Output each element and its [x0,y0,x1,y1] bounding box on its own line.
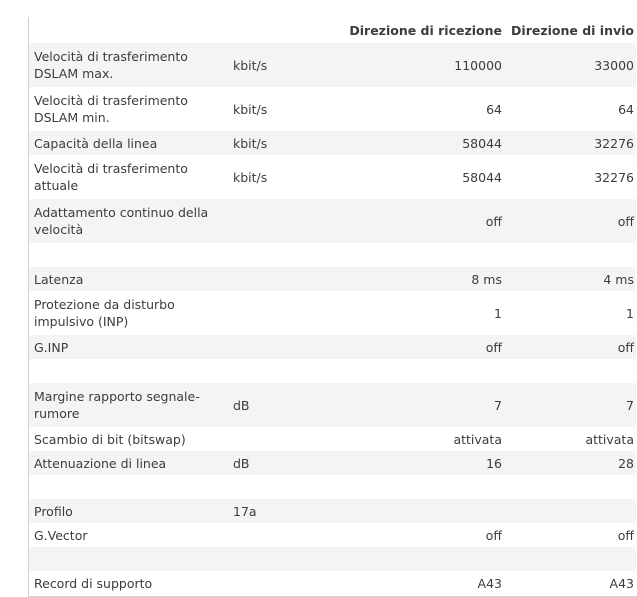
header-label [29,17,228,43]
row-tx-value [504,499,636,523]
row-label: G.Vector [34,527,88,543]
row-unit: kbit/s [233,135,268,151]
row-rx-value: 7 [494,397,502,413]
row-tx-value: off [617,213,634,229]
table-row [29,199,636,243]
row-unit [228,547,333,571]
table-row [29,291,636,335]
row-rx-value [333,243,504,267]
table-row [29,427,636,451]
row-unit [228,291,333,335]
row-unit [228,523,333,547]
row-rx-value: 1 [494,305,502,321]
row-tx-value: 32276 [594,169,634,185]
header-rx-direction: Direzione di ricezione [349,22,502,38]
table-row [29,335,636,359]
dsl-info-panel [28,17,637,597]
table-spacer-row [29,243,636,267]
table-spacer-row [29,475,636,499]
table-spacer-row [29,359,636,383]
table-row [29,267,636,291]
row-label [29,359,228,383]
row-unit [228,267,333,291]
row-tx-value: A43 [609,575,634,591]
row-unit [228,427,333,451]
row-unit [228,335,333,359]
table-row [29,43,636,87]
row-tx-value [504,475,636,499]
row-rx-value: 8 ms [471,271,502,287]
row-rx-value: 110000 [454,57,502,73]
row-rx-value: off [485,339,502,355]
row-rx-value: 16 [486,455,502,471]
header-unit [228,17,333,43]
row-label: Profilo [34,503,73,519]
dsl-info-table [29,17,636,595]
row-unit [228,571,333,595]
row-rx-value: attivata [453,431,502,447]
row-label: Capacità della linea [34,135,158,151]
table-row [29,499,636,523]
row-tx-value [504,243,636,267]
row-rx-value [333,499,504,523]
row-rx-value: off [485,213,502,229]
row-tx-value: attivata [585,431,634,447]
row-label: Protezione da disturbo impulsivo (INP) [34,297,175,329]
row-rx-value [333,547,504,571]
row-label: G.INP [34,339,69,355]
row-tx-value: 7 [626,397,634,413]
row-tx-value: off [617,527,634,543]
row-label: Adattamento continuo della velocità [34,205,209,237]
row-tx-value [504,359,636,383]
table-row [29,131,636,155]
row-rx-value [333,475,504,499]
row-label: Velocità di trasferimento DSLAM min. [34,93,188,125]
table-row [29,451,636,475]
row-label: Velocità di trasferimento DSLAM max. [34,49,188,81]
row-label: Latenza [34,271,84,287]
row-tx-value [504,547,636,571]
row-rx-value: 58044 [462,135,502,151]
table-row [29,571,636,595]
table-row [29,87,636,131]
row-rx-value: off [485,527,502,543]
row-label: Margine rapporto segnale-rumore [34,389,200,421]
row-label [29,243,228,267]
row-unit: dB [233,397,250,413]
row-unit [228,359,333,383]
row-tx-value: 1 [626,305,634,321]
header-tx-direction: Direzione di invio [511,22,634,38]
row-label: Velocità di trasferimento attuale [34,161,188,193]
row-label [29,547,228,571]
row-tx-value: 33000 [594,57,634,73]
row-rx-value: A43 [477,575,502,591]
row-unit: kbit/s [233,169,268,185]
row-unit: kbit/s [233,101,268,117]
row-tx-value: 32276 [594,135,634,151]
row-tx-value: off [617,339,634,355]
row-unit [228,243,333,267]
table-row [29,155,636,199]
row-tx-value: 28 [618,455,634,471]
row-label: Record di supporto [34,575,153,591]
row-unit [228,199,333,243]
row-label: Attenuazione di linea [34,455,167,471]
row-rx-value: 64 [486,101,502,117]
row-unit: 17a [233,503,257,519]
row-label [29,475,228,499]
table-header-row [29,17,636,43]
row-rx-value [333,359,504,383]
row-tx-value: 4 ms [603,271,634,287]
table-spacer-row [29,547,636,571]
row-tx-value: 64 [618,101,634,117]
row-unit: dB [233,455,250,471]
table-row [29,383,636,427]
row-unit [228,475,333,499]
row-label: Scambio di bit (bitswap) [34,431,186,447]
row-rx-value: 58044 [462,169,502,185]
table-row [29,523,636,547]
row-unit: kbit/s [233,57,268,73]
